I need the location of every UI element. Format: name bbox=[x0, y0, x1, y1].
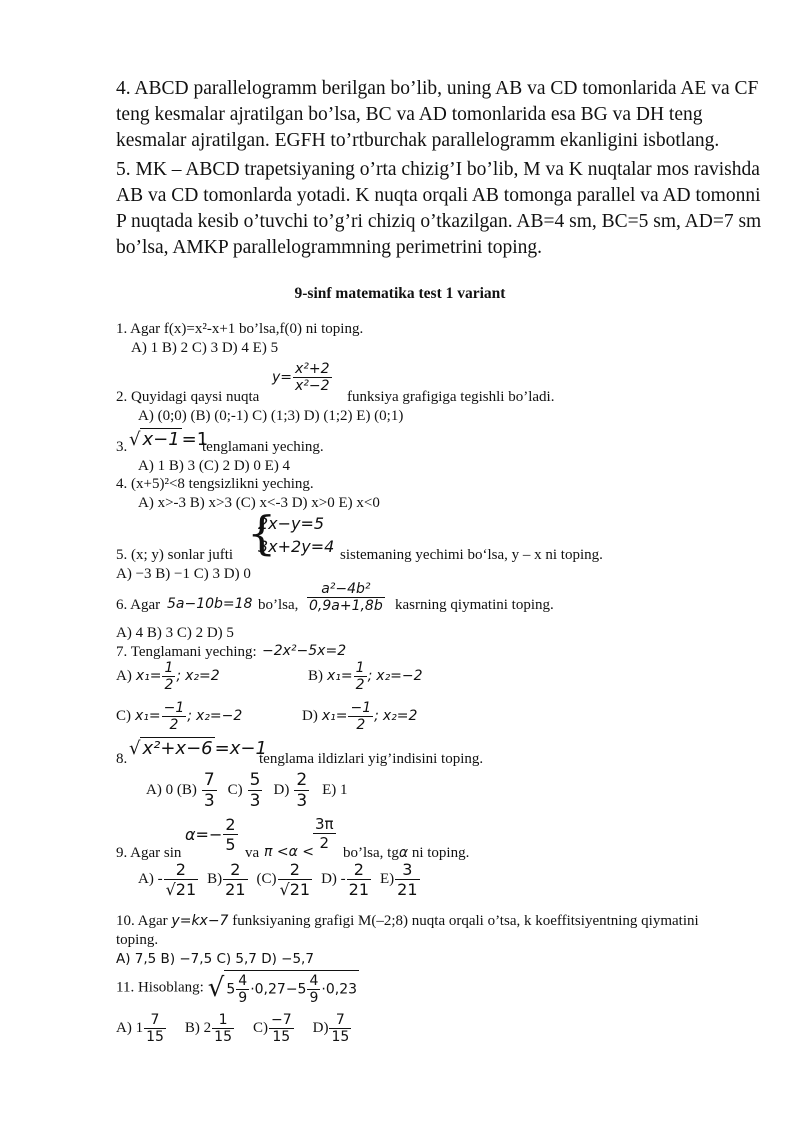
problem-4-line-2: teng kesmalar ajratilgan bo’lsa, BC va AD tomonlarida esa BG va DH teng bbox=[116, 104, 703, 125]
question-1: 1. Agar f(x)=x²-x+1 bo’lsa,f(0) ni toping. bbox=[116, 321, 364, 337]
q6-denominator: 0,9a+1,8b bbox=[309, 598, 383, 614]
question-3-options: A) 1 B) 3 (C) 2 D) 0 E) 4 bbox=[138, 458, 291, 474]
question-9-suffix: bo’lsa, tgα ni toping. bbox=[343, 845, 470, 861]
problem-4-line-3: kesmalar ajratilgan. EGFH to’rtburchak parallelogramm ekanligini isbotlang. bbox=[116, 130, 720, 151]
question-10-options: A) 7,5 B) −7,5 C) 5,7 D) −5,7 bbox=[116, 951, 314, 967]
q6-condition: 5a−10b=18 bbox=[167, 596, 253, 612]
q9-inequality: π <α < bbox=[264, 844, 315, 860]
question-1-options: A) 1 B) 2 C) 3 D) 4 E) 5 bbox=[131, 340, 279, 356]
test-title: 9-sinf matematika test 1 variant bbox=[294, 285, 506, 302]
question-6-prefix: 6. Agar bbox=[116, 597, 161, 613]
question-6-options: A) 4 B) 3 C) 2 D) 5 bbox=[116, 625, 234, 641]
q7-option-a: A) x₁= $\frac{1}{2}$ ; x₂=2 bbox=[116, 660, 220, 693]
q2-y: y= bbox=[272, 369, 293, 386]
question-2-prefix: 2. Quyidagi qaysi nuqta bbox=[116, 389, 260, 405]
question-6-suffix: kasrning qiymatini toping. bbox=[395, 597, 554, 613]
problem-5-line-3: P nuqtada kesib o’tuvchi to’g’ri chiziq o’tkazilgan. AB=4 sm, BC=5 sm, AD=7 sm bbox=[116, 211, 762, 232]
q5-equation-1: 2x−y=5 bbox=[258, 514, 325, 533]
q6-numerator: a²−4b² bbox=[307, 581, 385, 598]
q6-fraction bbox=[306, 581, 386, 614]
q7-option-d: D) x₁= $\frac{-1}{2}$ ; x₂=2 bbox=[302, 700, 418, 733]
question-9-options: A) - $\frac{2}{√21}$ B) $\frac{2}{21}$ (C) $\frac{2}{√21}$ D) - $\frac{2}{21}$ E) $\frac{3}{21}$ bbox=[138, 860, 418, 899]
question-3-equation: √ x−1 =1 bbox=[129, 429, 209, 450]
q9-upper-bound: $\frac{3\pi}{2}$ bbox=[315, 815, 334, 852]
q9-alpha-value: α=− $\frac{2}{5}$ bbox=[185, 815, 236, 854]
question-11-options: A) 1 $\frac{7}{15}$ B) 2 $\frac{1}{15}$ C) $\frac{-7}{15}$ D) $\frac{7}{15}$ bbox=[116, 1012, 350, 1045]
q7-equation: −2x²−5x=2 bbox=[262, 643, 347, 659]
q2-denominator: x²−2 bbox=[295, 378, 330, 394]
system-brace: { bbox=[247, 506, 277, 560]
question-10-line-2: toping. bbox=[116, 932, 159, 948]
q9-va: va bbox=[245, 845, 260, 861]
question-10-line-1: 10. Agar y=kx−7 funksiyaning grafigi M(–2;8) nuqta orqali o’tsa, k koeffitsiyentning qiymatini bbox=[116, 913, 699, 929]
q7-option-b: B) x₁= $\frac{1}{2}$ ; x₂=−2 bbox=[308, 660, 423, 693]
question-5-options: A) −3 B) −1 C) 3 D) 0 bbox=[116, 566, 251, 582]
problem-4-line-1: 4. ABCD parallelogramm berilgan bo’lib, uning AB va CD tomonlarida AE va CF bbox=[116, 78, 759, 99]
problem-5-line-4: bo’lsa, AMKP parallelogrammning perimetrini toping. bbox=[116, 237, 543, 258]
question-3-prefix: 3. bbox=[116, 439, 128, 455]
q8-equation: √ x²+x−6 =x−1 bbox=[129, 738, 267, 759]
problem-5-line-2: AB va CD tomonlarda yotadi. K nuqta orqali AB tomonga parallel va AD tomonni bbox=[116, 185, 761, 206]
question-3-suffix: tenglamani yeching. bbox=[202, 439, 324, 455]
question-4-options: A) x>-3 B) x>3 (C) x<-3 D) x>0 E) x<0 bbox=[138, 495, 380, 511]
question-5-suffix: sistemaning yechimi bo‘lsa, y – x ni toping. bbox=[340, 547, 603, 563]
question-8-options: A) 0 (B) $\frac{7}{3}$ C) $\frac{5}{3}$ D) $\frac{2}{3}$ E) 1 bbox=[146, 770, 348, 811]
question-8-prefix: 8. bbox=[116, 751, 128, 767]
question-9-prefix: 9. Agar sin bbox=[116, 845, 182, 861]
question-2-function bbox=[272, 361, 333, 394]
question-11: 11. Hisoblang: √ 5 $\frac{4}{9}$ ·0,27−5 $\frac{4}{9}$ ·0,23 bbox=[116, 970, 359, 1006]
problem-5-line-1: 5. MK – ABCD trapetsiyaning o’rta chizig’I bo’lib, M va K nuqtalar mos ravishda bbox=[116, 159, 760, 180]
q3-eq: =1 bbox=[181, 429, 209, 450]
question-8-suffix: tenglama ildizlari yig’indisini toping. bbox=[259, 751, 484, 767]
q2-numerator: x²+2 bbox=[295, 361, 330, 377]
q5-equation-2: 3x+2y=4 bbox=[258, 537, 335, 556]
question-2-options: A) (0;0) (B) (0;-1) C) (1;3) D) (1;2) E) (0;1) bbox=[138, 408, 404, 424]
question-4: 4. (x+5)²<8 tengsizlikni yeching. bbox=[116, 476, 314, 492]
question-7-text: 7. Tenglamani yeching: bbox=[116, 644, 257, 660]
q7-option-c: C) x₁= $\frac{-1}{2}$ ; x₂=−2 bbox=[116, 700, 243, 733]
question-6-mid: bo’lsa, bbox=[258, 597, 299, 613]
q3-radicand: x−1 bbox=[142, 429, 180, 450]
question-5-prefix: 5. (x; y) sonlar jufti bbox=[116, 547, 234, 563]
question-2-suffix: funksiya grafigiga tegishli bo’ladi. bbox=[347, 389, 555, 405]
